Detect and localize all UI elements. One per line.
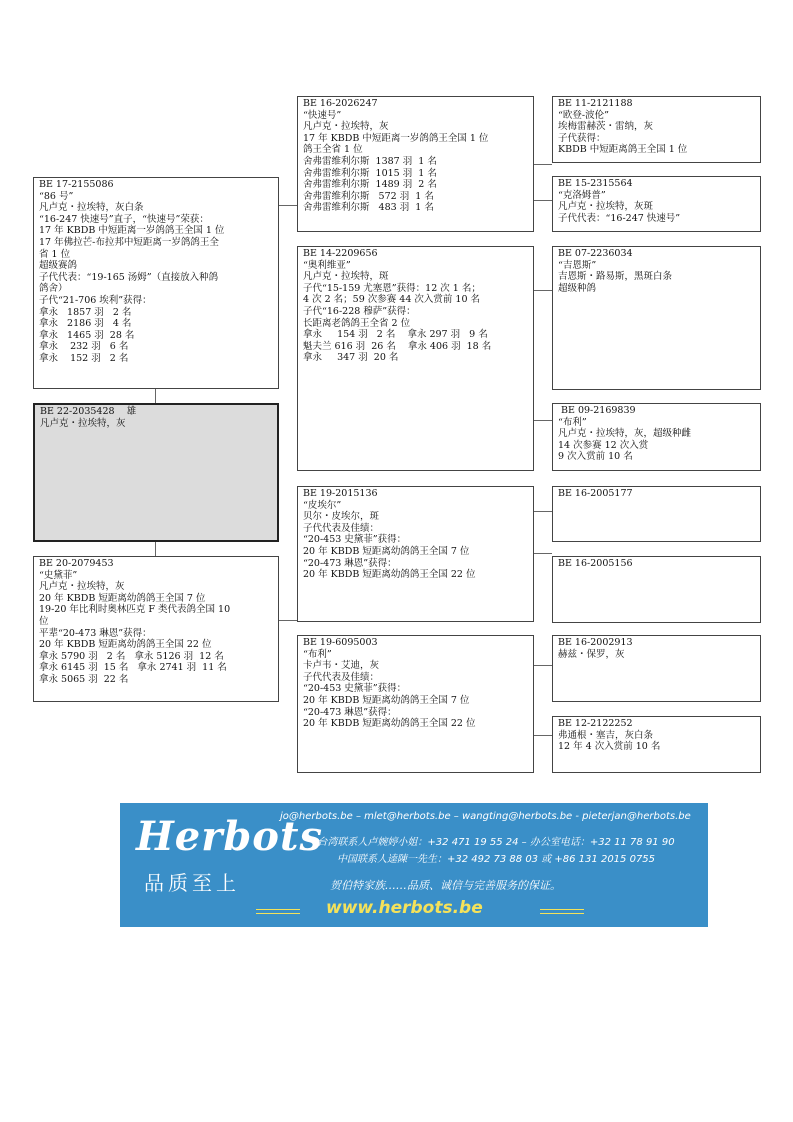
card-line: 凡卢克・拉埃特，灰，超级种雌 bbox=[558, 428, 692, 440]
sire-dam-card bbox=[297, 246, 534, 471]
card-line: 凡卢克・拉埃特，灰白条 bbox=[39, 202, 144, 214]
card-line: 拿永 5065 羽 22 名 bbox=[39, 673, 129, 685]
card-line: 20 年 KBDB 短距离幼鸽鸽王全国 7 位 bbox=[303, 694, 470, 706]
card-line: 舍弗雷维利尔斯 1387 羽 1 名 bbox=[303, 155, 437, 167]
card-line: 拿永 347 羽 20 名 bbox=[303, 352, 399, 364]
card-line: 舍弗雷维利尔斯 1489 羽 2 名 bbox=[303, 179, 437, 191]
card-line: “布利” bbox=[303, 648, 332, 660]
card-line: 子代“16-228 穆萨”获得： bbox=[303, 305, 416, 317]
sdd-card bbox=[552, 403, 761, 471]
card-line: 弗通根・塞吉，灰白条 bbox=[558, 729, 654, 741]
card-line: “吉恩斯” bbox=[558, 259, 597, 271]
sire-card bbox=[33, 177, 279, 389]
card-line: 位 bbox=[39, 615, 49, 627]
sss-card bbox=[552, 96, 761, 163]
card-line: BE 09-2169839 bbox=[558, 405, 636, 416]
card-line: 拿永 2186 羽 4 名 bbox=[39, 318, 132, 330]
card-line: “史黛菲” bbox=[39, 569, 78, 581]
website-link[interactable]: www.herbots.be bbox=[326, 898, 483, 918]
phone-taiwan: 台湾联系人卢婉婷小姐：+32 471 19 55 24 – 办公室电话：+32 11 78 91 90 bbox=[317, 837, 675, 848]
connector-line bbox=[533, 200, 552, 201]
card-line: 拿永 152 羽 2 名 bbox=[39, 352, 129, 364]
connector-line bbox=[155, 388, 156, 404]
ddd-card bbox=[552, 716, 761, 773]
card-line: 鸽王全省 1 位 bbox=[303, 144, 363, 156]
card-line: 12 年 4 次入赏前 10 名 bbox=[558, 741, 661, 753]
card-line: 凡卢克・拉埃特，灰 bbox=[40, 417, 126, 429]
card-line: 拿永 232 羽 6 名 bbox=[39, 341, 129, 353]
dam-card bbox=[33, 556, 279, 702]
card-line: BE 11-2121188 bbox=[558, 98, 633, 109]
connector-line bbox=[533, 553, 552, 554]
card-line: 赫兹・保罗，灰 bbox=[558, 648, 625, 660]
herbots-logo: Herbots bbox=[136, 813, 323, 860]
connector-line bbox=[533, 511, 552, 512]
card-line: 9 次入赏前 10 名 bbox=[558, 451, 633, 463]
dds-card bbox=[552, 635, 761, 702]
card-line: 14 次参赛 12 次入赏 bbox=[558, 439, 649, 451]
card-line: BE 16-2005177 bbox=[558, 488, 633, 499]
card-line: 20 年 KBDB 短距离幼鸽鸽王全国 22 位 bbox=[303, 569, 476, 581]
card-line: 子代“21-706 埃利”获得： bbox=[39, 294, 152, 306]
card-line: 长距离老鸽鸽王全省 2 位 bbox=[303, 317, 411, 329]
connector-line bbox=[278, 205, 297, 206]
card-line: 拿永 154 羽 2 名 拿永 297 羽 9 名 bbox=[303, 329, 488, 341]
card-line: “20-453 史黛菲”获得： bbox=[303, 683, 407, 695]
card-line: 凡卢克・拉埃特，灰斑 bbox=[558, 201, 654, 213]
motto: 贺伯特家族……品质、诚信与完善服务的保证。 bbox=[330, 879, 561, 892]
card-line: 卡卢韦・艾迪，灰 bbox=[303, 660, 380, 672]
card-line: KBDB 中短距离鸽王全国 1 位 bbox=[558, 144, 688, 156]
card-line: 拿永 1857 羽 2 名 bbox=[39, 306, 132, 318]
card-line: 平辈“20-473 琳恩”获得： bbox=[39, 627, 152, 639]
dam-dam-card bbox=[297, 635, 534, 773]
card-line: 20 年 KBDB 短距离幼鸽鸽王全国 7 位 bbox=[39, 592, 206, 604]
card-line: 魁夫兰 616 羽 26 名 拿永 406 羽 18 名 bbox=[303, 340, 492, 352]
card-line: 吉恩斯・路易斯，黑斑白条 bbox=[558, 271, 673, 283]
card-line: 20 年 KBDB 短距离幼鸽鸽王全国 22 位 bbox=[39, 639, 212, 651]
connector-line bbox=[155, 541, 156, 556]
connector-line bbox=[533, 735, 552, 736]
card-line: 19-20 年比利时奥林匹克 F 类代表鸽全国 10 bbox=[39, 604, 231, 616]
card-line: “欧登-波伦” bbox=[558, 109, 609, 121]
card-line: “皮埃尔” bbox=[303, 499, 342, 511]
connector-line bbox=[533, 420, 552, 421]
card-line: BE 15-2315564 bbox=[558, 178, 633, 189]
card-line: 子代代表：“16-247 快速号” bbox=[558, 212, 681, 224]
dsd-card bbox=[552, 556, 761, 623]
card-line: 凡卢克・拉埃特，斑 bbox=[303, 271, 389, 283]
card-line: “20-473 琳恩”获得： bbox=[303, 706, 397, 718]
card-line: 贝尔・皮埃尔，斑 bbox=[303, 511, 380, 523]
card-line: BE 22-2035428 雄 bbox=[40, 406, 137, 417]
card-line: 拿永 5790 羽 2 名 拿永 5126 羽 12 名 bbox=[39, 650, 224, 662]
dss-card bbox=[552, 486, 761, 542]
card-line: 埃梅雷赫茨・雷纳，灰 bbox=[558, 121, 654, 133]
contact-emails: jo@herbots.be – mlet@herbots.be – wangting@herbots.be - pieterjan@herbots.be bbox=[280, 811, 691, 822]
card-line: “20-453 史黛菲”获得： bbox=[303, 534, 407, 546]
card-line: BE 19-6095003 bbox=[303, 637, 378, 648]
card-line: 凡卢克・拉埃特，灰 bbox=[39, 581, 125, 593]
herbots-banner bbox=[120, 803, 708, 927]
card-line: 拿永 6145 羽 15 名 拿永 2741 羽 11 名 bbox=[39, 662, 227, 674]
card-line: 子代代表：“19-165 汤姆”（直接放入种鸽 bbox=[39, 271, 219, 283]
subject-card bbox=[33, 403, 279, 542]
card-line: “奥利维亚” bbox=[303, 259, 351, 271]
card-line: BE 20-2079453 bbox=[39, 558, 114, 569]
card-line: 舍弗雷维利尔斯 483 羽 1 名 bbox=[303, 202, 434, 214]
card-line: BE 14-2209656 bbox=[303, 248, 378, 259]
sds-card bbox=[552, 246, 761, 390]
ssd-card bbox=[552, 176, 761, 232]
card-line: “86 号” bbox=[39, 190, 74, 202]
card-line: 超级赛鸽 bbox=[39, 260, 78, 272]
card-line: “20-473 琳恩”获得： bbox=[303, 557, 397, 569]
card-line: BE 16-2002913 bbox=[558, 637, 633, 648]
card-line: 子代“15-159 尤塞恩”获得：12 次 1 名； bbox=[303, 282, 481, 294]
card-line: 省 1 位 bbox=[39, 248, 71, 260]
card-line: 子代代表及佳绩： bbox=[303, 522, 380, 534]
card-line: 17 年 KBDB 中短距离一岁鸽鸽王全国 1 位 bbox=[303, 132, 489, 144]
card-line: 鸽舍） bbox=[39, 283, 68, 295]
card-line: 舍弗雷维利尔斯 572 羽 1 名 bbox=[303, 190, 434, 202]
card-line: 17 年 KBDB 中短距离一岁鸽鸽王全国 1 位 bbox=[39, 225, 225, 237]
sire-sire-card bbox=[297, 96, 534, 232]
card-line: BE 17-2155086 bbox=[39, 179, 114, 190]
dam-sire-card bbox=[297, 486, 534, 622]
card-line: 20 年 KBDB 短距离幼鸽鸽王全国 22 位 bbox=[303, 718, 476, 730]
card-line: “16-247 快速号”直子，“快速号”荣获： bbox=[39, 213, 209, 225]
slogan: 品质至上 bbox=[144, 871, 240, 895]
connector-line bbox=[533, 290, 552, 291]
card-line: BE 07-2236034 bbox=[558, 248, 633, 259]
connector-line bbox=[278, 620, 297, 621]
card-line: 凡卢克・拉埃特，灰 bbox=[303, 121, 389, 133]
card-line: 子代获得： bbox=[558, 132, 606, 144]
card-line: “克洛姆普” bbox=[558, 189, 606, 201]
card-line: 子代代表及佳绩： bbox=[303, 671, 380, 683]
card-line: 20 年 KBDB 短距离幼鸽鸽王全国 7 位 bbox=[303, 545, 470, 557]
connector-line bbox=[533, 164, 552, 165]
card-line: BE 19-2015136 bbox=[303, 488, 378, 499]
card-line: “快速号” bbox=[303, 109, 342, 121]
card-line: 舍弗雷维利尔斯 1015 羽 1 名 bbox=[303, 167, 437, 179]
divider-left bbox=[256, 909, 300, 914]
connector-line bbox=[533, 665, 552, 666]
card-line: BE 16-2026247 bbox=[303, 98, 378, 109]
phone-china: 中国联系人逵陳一先生：+32 492 73 88 03 或 +86 131 2015 0755 bbox=[336, 854, 656, 865]
divider-right bbox=[540, 909, 584, 914]
card-line: BE 12-2122252 bbox=[558, 718, 633, 729]
card-line: 超级种鸽 bbox=[558, 282, 597, 294]
card-line: 拿永 1465 羽 28 名 bbox=[39, 329, 135, 341]
card-line: 4 次 2 名；59 次参赛 44 次入赏前 10 名 bbox=[303, 294, 481, 306]
card-line: BE 16-2005156 bbox=[558, 558, 633, 569]
card-line: “布利” bbox=[558, 416, 587, 428]
card-line: 17 年佛拉芒-布拉邦中短距离一岁鸽鸽王全 bbox=[39, 236, 219, 248]
